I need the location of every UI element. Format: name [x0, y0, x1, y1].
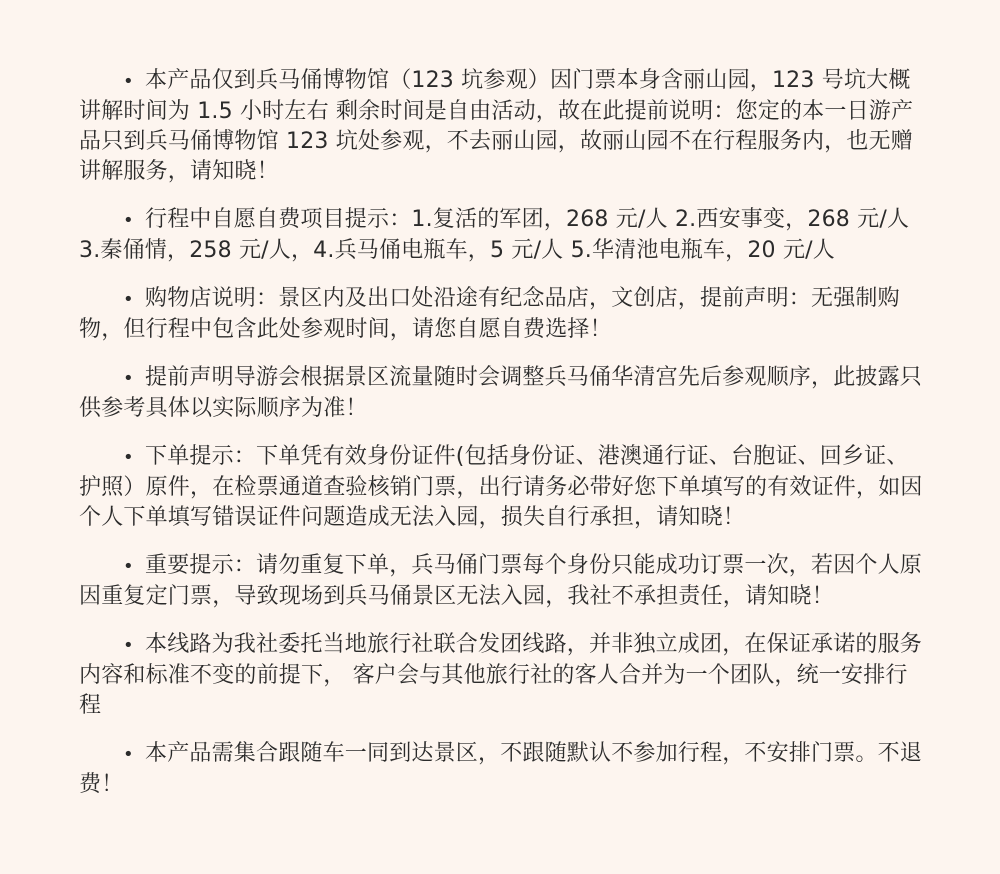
notice-list	[79, 66, 927, 818]
notice-item-5	[79, 442, 927, 533]
notice-text: 本产品仅到兵马俑博物馆（123 坑参观）因门票本身含丽山园，123 号坑大概讲解时间为 1.5 小时左右 剩余时间是自由活动，故在此提前说明：您定的本一日游产品只到兵马俑博物馆 123 坑处参观，不去丽山园，故丽山园不在行程服务内，也无赠讲解服务，请知晓！	[79, 68, 914, 184]
bullet-icon: •	[123, 447, 134, 468]
notice-item-6	[79, 551, 927, 612]
notice-text: 下单提示：下单凭有效身份证件(包括身份证、港澳通行证、台胞证、回乡证、护照）原件，在检票通道查验核销门票，出行请务必带好您下单填写的有效证件，如因个人下单填写错误证件问题造成无法入园，损失自行承担，请知晓！	[79, 444, 923, 530]
notice-item-2	[79, 205, 927, 266]
bullet-icon: •	[123, 368, 134, 389]
notice-text: 提前声明导游会根据景区流量随时会调整兵马俑华清宫先后参观顺序，此披露只供参考具体以实际顺序为准！	[79, 365, 923, 421]
notice-text: 本线路为我社委托当地旅行社联合发团线路，并非独立成团，在保证承诺的服务内容和标准不变的前提下， 客户会与其他旅行社的客人合并为一个团队，统一安排行程	[79, 632, 923, 718]
notice-item-3	[79, 284, 927, 345]
notice-text: 购物店说明：景区内及出口处沿途有纪念品店，文创店，提前声明：无强制购物，但行程中包含此处参观时间，请您自愿自费选择！	[79, 286, 900, 342]
bullet-icon: •	[123, 635, 134, 656]
bullet-icon: •	[123, 556, 134, 577]
notice-item-7	[79, 630, 927, 721]
bullet-icon: •	[123, 210, 134, 231]
bullet-icon: •	[123, 289, 134, 310]
notice-text: 重要提示：请勿重复下单，兵马俑门票每个身份只能成功订票一次，若因个人原因重复定门票，导致现场到兵马俑景区无法入园，我社不承担责任，请知晓！	[79, 553, 923, 609]
notice-item-1	[79, 66, 927, 187]
notice-text: 行程中自愿自费项目提示：1.复活的军团，268 元/人 2.西安事变，268 元/人 3.秦俑情，258 元/人，4.兵马俑电瓶车，5 元/人 5.华清池电瓶车，20 元/人	[79, 207, 910, 263]
notice-text: 本产品需集合跟随车一同到达景区，不跟随默认不参加行程，不安排门票。不退费！	[79, 741, 923, 797]
notice-item-8	[79, 739, 927, 800]
notice-item-4	[79, 363, 927, 424]
bullet-icon: •	[123, 744, 134, 765]
bullet-icon: •	[123, 71, 134, 92]
